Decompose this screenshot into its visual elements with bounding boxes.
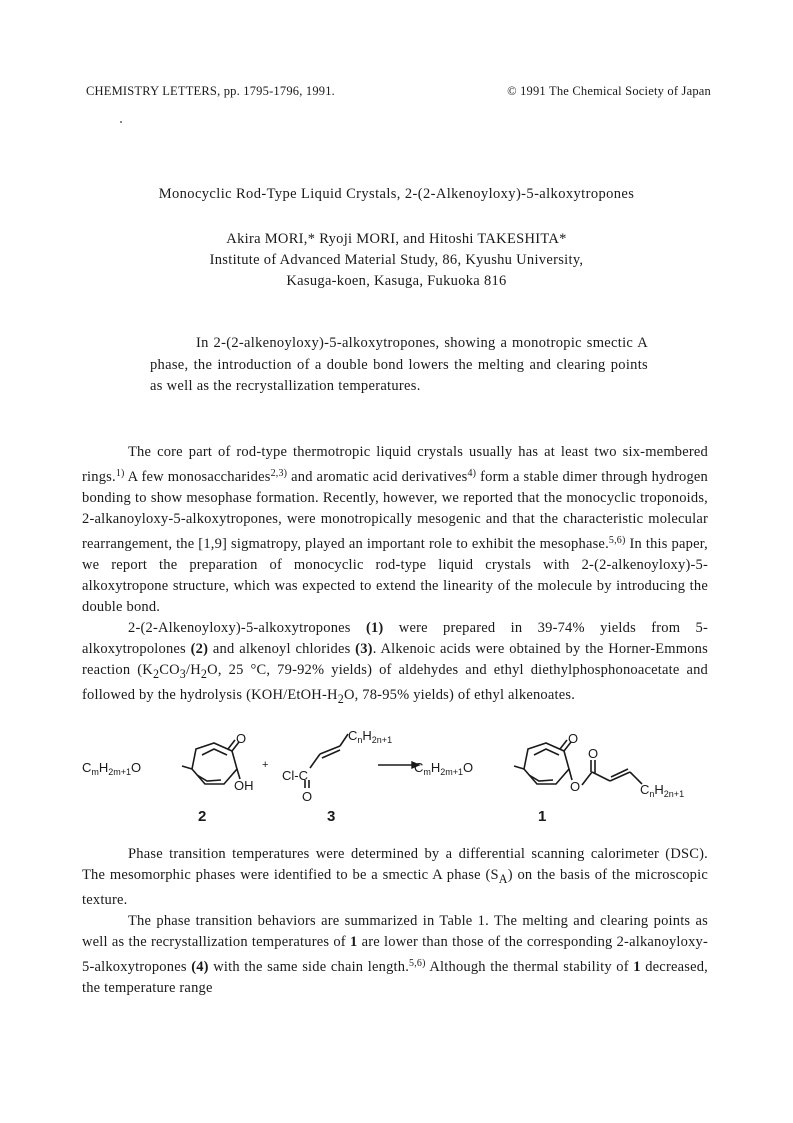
- citation: 2,3): [270, 468, 288, 479]
- compound-ref: 1: [633, 958, 641, 975]
- compound-ref: (4): [191, 958, 209, 975]
- ester-oxygen: O: [570, 779, 581, 794]
- compound-ref: (1): [365, 620, 384, 636]
- subscript: 2: [200, 666, 208, 681]
- text-run: Although the thermal stability of: [425, 958, 634, 975]
- paragraph-1: [82, 442, 708, 618]
- compound-ref: (3): [355, 641, 373, 657]
- acyl-oxygen: O: [302, 789, 313, 804]
- subscript: 2: [152, 666, 160, 681]
- text-run: 2-(2-Alkenoyloxy)-5-alkoxytropones: [128, 620, 366, 636]
- carbonyl-oxygen: O: [568, 731, 579, 746]
- copyright-notice: © 1991 The Chemical Society of Japan: [507, 84, 711, 98]
- compound-ref: 1: [349, 933, 358, 950]
- body-part-1: [82, 442, 708, 710]
- compound-ref: (2): [190, 641, 209, 657]
- reaction-arrow: [378, 762, 419, 768]
- text-run: decreased, the temperature range: [82, 958, 708, 996]
- alkoxy-group: $C_mH_{2m+1}O$: [414, 760, 474, 777]
- paragraph-2: [82, 618, 708, 710]
- text-run: form a stable dimer through hydrogen bonding to show mesophase formation. Recently, however, we reported that the monocyclic troponoids, 2-alkanoyloxy-5-alkoxytropones, were monotropically mesogenic and that the characteristic molecular rearrangement, the [1,9] sigmatropy, played an important role to exhibit the mesophase.: [82, 469, 708, 552]
- journal-citation: CHEMISTRY LETTERS, pp. 1795-1796, 1991.: [86, 84, 336, 98]
- compound-3-label: 3: [327, 808, 336, 825]
- text-run: and alkenoyl chlorides: [208, 641, 356, 657]
- author-names: Akira MORI,* Ryoji MORI, and Hitoshi TAKESHITA*: [226, 231, 567, 247]
- text-run: The core part of rod-type thermotropic liquid crystals usually has at least two six-membered rings.: [82, 444, 708, 485]
- paper-title: Monocyclic Rod-Type Liquid Crystals, 2-(2-Alkenoyloxy)-5-alkoxytropones: [158, 186, 635, 202]
- acyl-chloride: Cl-C: [282, 768, 308, 783]
- text-run: CO: [159, 662, 180, 678]
- affiliation-line-2: Kasuga-koen, Kasuga, Fukuoka 816: [286, 273, 507, 289]
- scan-speck: [120, 121, 122, 123]
- author-block: [0, 229, 793, 292]
- text-run: were prepared in 39-74% yields from 5-alkoxytropolones: [82, 620, 708, 657]
- text-run: are lower than those of the corresponding 2-alkanoyloxy-5-alkoxytropones: [82, 933, 708, 975]
- paragraph-4: [82, 911, 708, 999]
- text-run: O, 78-95% yields) of ethyl alkenoates.: [343, 686, 576, 703]
- hydroxyl-group: OH: [234, 778, 254, 793]
- citation: 4): [467, 468, 477, 479]
- compound-1-label: 1: [538, 808, 547, 825]
- compound-2-structure: [182, 740, 240, 784]
- text-run: with the same side chain length.: [208, 958, 410, 975]
- text-run: . Alkenoic acids were obtained by the Horner-Emmons reaction (K: [82, 641, 708, 678]
- subscript: 3: [179, 666, 187, 681]
- text-run: /H: [186, 662, 201, 678]
- citation: 5,6): [608, 535, 626, 546]
- text-run: A few monosaccharides: [124, 469, 271, 485]
- compound-3-structure: [305, 734, 348, 788]
- citation: 5,6): [409, 957, 426, 969]
- reaction-scheme: [82, 728, 722, 828]
- text-run: and aromatic acid derivatives: [287, 469, 468, 485]
- text-run: The phase transition behaviors are summarized in Table 1. The melting and clearing points as well as the recrystallization temperatures of: [82, 912, 708, 950]
- plus-sign: +: [262, 759, 269, 771]
- text-run: Phase transition temperatures were determined by a differential scanning calorimeter (DSC). The mesomorphic phases were identified to be a smectic A phase (S: [82, 846, 708, 883]
- citation: 1): [115, 468, 125, 479]
- abstract: In 2-(2-alkenoyloxy)-5-alkoxytropones, showing a monotropic smectic A phase, the introduction of a double bond lowers the melting and clearing points as well as the recrystallization temperatures.: [150, 335, 648, 394]
- subscript: 2: [337, 691, 344, 706]
- subscript: A: [498, 871, 508, 886]
- text-run: In this paper, we report the preparation of monocyclic rod-type liquid crystals with 2-(2-alkenoyloxy)-5-alkoxytropone structure, which was expected to extend the linearity of the molecule by introducing the double bond.: [82, 536, 708, 615]
- text-run: O, 25 °C, 79-92% yields) of aldehydes and ethyl diethylphosphonoacetate and followed by the hydrolysis (KOH/EtOH-H: [82, 662, 708, 703]
- body-part-2: [82, 844, 708, 999]
- carbonyl-oxygen: O: [236, 731, 247, 746]
- alkoxy-group: $C_mH_{2m+1}O$: [82, 760, 142, 777]
- alkyl-chain: $C_nH_{2n+1}$: [640, 782, 685, 799]
- affiliation-line-1: Institute of Advanced Material Study, 86, Kyushu University,: [209, 252, 584, 268]
- text-run: ) on the basis of the microscopic texture.: [82, 867, 708, 908]
- alkyl-chain: $C_nH_{2n+1}$: [348, 728, 393, 745]
- compound-2-label: 2: [198, 808, 207, 825]
- ester-carbonyl-oxygen: O: [588, 746, 599, 761]
- paragraph-3: [82, 844, 708, 911]
